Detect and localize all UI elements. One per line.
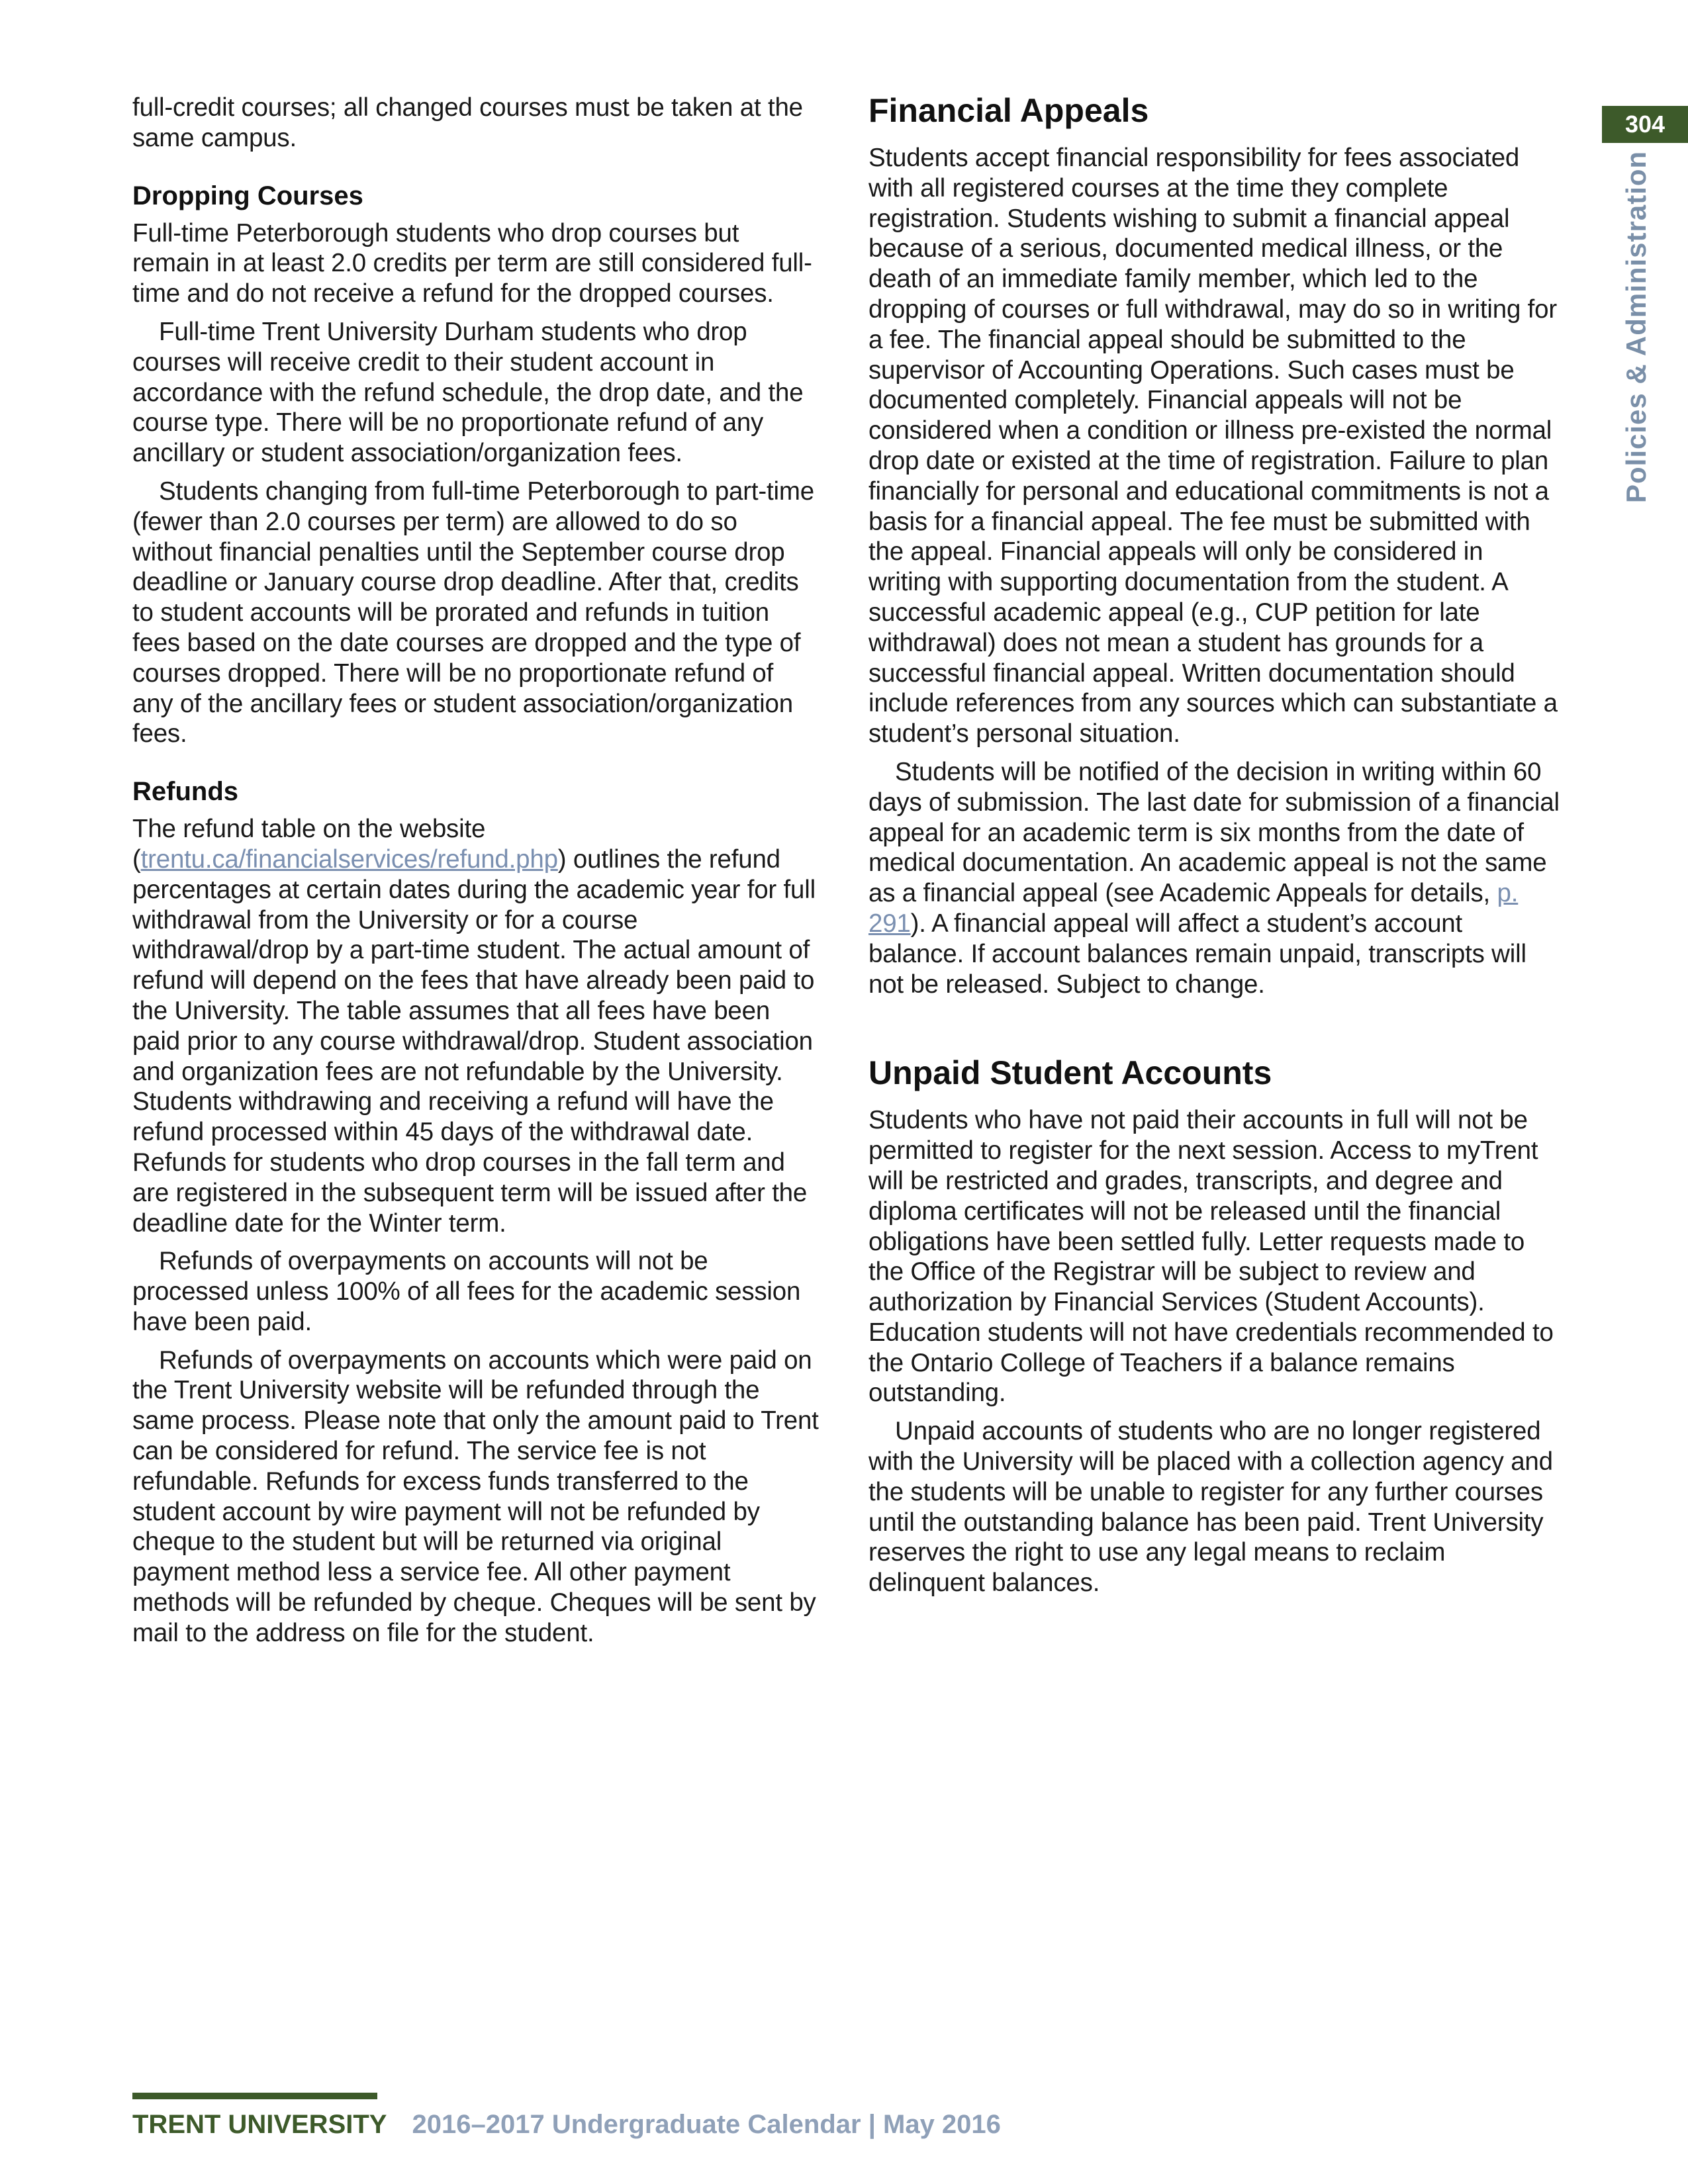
refunds-text-b: ) outlines the refund percentages at certain dates during the academic year for full withdrawal from the University or for a course withdrawal/drop by a part-time student. The actual amount of refund will depend on the fees that have already been paid to the University. The table assumes that all fees have been paid prior to any course withdrawal/drop. Student association and organization fees are not refundable by the University. Students withdrawing and receiving a refund will have the refund processed within 45 days of the withdrawal date. Refunds for students who drop courses in the fall term and are registered in the subsequent term will be issued after the deadline date for the Winter term.: [132, 844, 816, 1238]
refunds-paragraph-1: [132, 814, 821, 1238]
right-column: [868, 90, 1562, 1598]
refunds-paragraph-3: Refunds of overpayments on accounts which were paid on the Trent University website will be refunded through the same process. Please note that only the amount paid to Trent can be considered for refund. The service fee is not refundable. Refunds for excess funds transferred to the student account by wire payment will not be refunded by cheque to the student but will be returned via original payment method less a service fee. All other payment methods will be refunded by cheque. Cheques will be sent by mail to the address on file for the student.: [132, 1345, 819, 1647]
refunds-text-a: The refund table on the website (: [132, 815, 486, 874]
appeals-paragraph-2: [868, 757, 1562, 999]
appeals-paragraph-1: Students accept financial responsibility for fees associated with all registered courses at the time they complete registration. Students wishing to submit a financial appeal because of a serious, documented medical illness, or the death of an immediate family member, which led to the dropping of courses or full withdrawal, may do so in writing for a fee. The financial appeal should be submitted to the supervisor of Accounting Operations. Such cases must be documented completely. Financial appeals will not be considered when a condition or illness pre-existed the normal drop date or existed at the time of registration. Failure to plan financially for personal and educational commitments is not a basis for a financial appeal. The fee must be submitted with the appeal. Financial appeals will only be considered in writing with supporting documentation from the student. A successful academic appeal (e.g., CUP petition for late withdrawal) does not mean a student has grounds for a successful financial appeal. Written documentation should include references from any sources which can substantiate a student’s personal situation.: [868, 144, 1558, 749]
refunds-paragraph-2: Refunds of overpayments on accounts will not be processed unless 100% of all fees for the academic session have been paid.: [132, 1247, 801, 1336]
dropping-courses-heading: Dropping Courses: [132, 181, 363, 210]
dropping-paragraph-1: Full-time Peterborough students who drop courses but remain in at least 2.0 credits per term are still considered full-time and do not receive a refund for the dropped courses.: [132, 218, 812, 308]
refunds-heading: Refunds: [132, 777, 238, 807]
section-side-label: Policies & Administration: [1620, 150, 1652, 503]
dropping-paragraph-3: Students changing from full-time Peterborough to part-time (fewer than 2.0 courses per term) are allowed to do so without financial penalties until the September course drop deadline or January course drop deadline. After that, credits to student accounts will be prorated and refunds in tuition fees based on the date courses are dropped and the type of courses dropped. There will be no proportionate refund of any of the ancillary fees or student association/organization fees.: [132, 477, 814, 749]
financial-appeals-heading: Financial Appeals: [868, 92, 1149, 129]
appeals-text-b: ). A financial appeal will affect a student’s account balance. If account balances remain unpaid, transcripts will not be released. Subject to change.: [868, 909, 1526, 999]
footer-university: TRENT UNIVERSITY: [132, 2110, 387, 2139]
footer-calendar: 2016–2017 Undergraduate Calendar | May 2016: [412, 2110, 1001, 2139]
unpaid-paragraph-1: Students who have not paid their accounts in full will not be permitted to register for the next session. Access to myTrent will be restricted and grades, transcripts, and degree and diploma certificates will not be released until the financial obligations have been settled fully. Letter requests made to the Office of the Registrar will be subject to review and authorization by Financial Services (Student Accounts). Education students will not have credentials recommended to the Ontario College of Teachers if a balance remains outstanding.: [868, 1106, 1554, 1408]
page-number-badge: 304: [1602, 106, 1688, 143]
refund-table-link[interactable]: trentu.ca/financialservices/refund.php: [140, 844, 558, 874]
dropping-paragraph-2: Full-time Trent University Durham students who drop courses will receive credit to their student account in accordance with the refund schedule, the drop date, and the course type. There will be no proportionate refund of any ancillary or student association/organization fees.: [132, 317, 804, 468]
footer: [132, 2110, 1001, 2140]
academic-appeals-page-link[interactable]: p. 291: [868, 879, 1519, 938]
footer-rule: [132, 2093, 377, 2099]
unpaid-accounts-heading: Unpaid Student Accounts: [868, 1054, 1272, 1092]
unpaid-paragraph-2: Unpaid accounts of students who are no longer registered with the University will be placed with a collection agency and the students will be unable to register for any further courses until the outstanding balance has been paid. Trent University reserves the right to use any legal means to reclaim delinquent balances.: [868, 1417, 1553, 1598]
appeals-text-a: Students will be notified of the decision in writing within 60 days of submission. The last date for submission of a financial appeal for an academic term is six months from the date of medical documentation. An academic appeal is not the same as a financial appeal (see Academic Appeals for details,: [868, 757, 1560, 908]
intro-paragraph: full-credit courses; all changed courses must be taken at the same campus.: [132, 93, 803, 152]
left-column: [132, 93, 821, 1649]
